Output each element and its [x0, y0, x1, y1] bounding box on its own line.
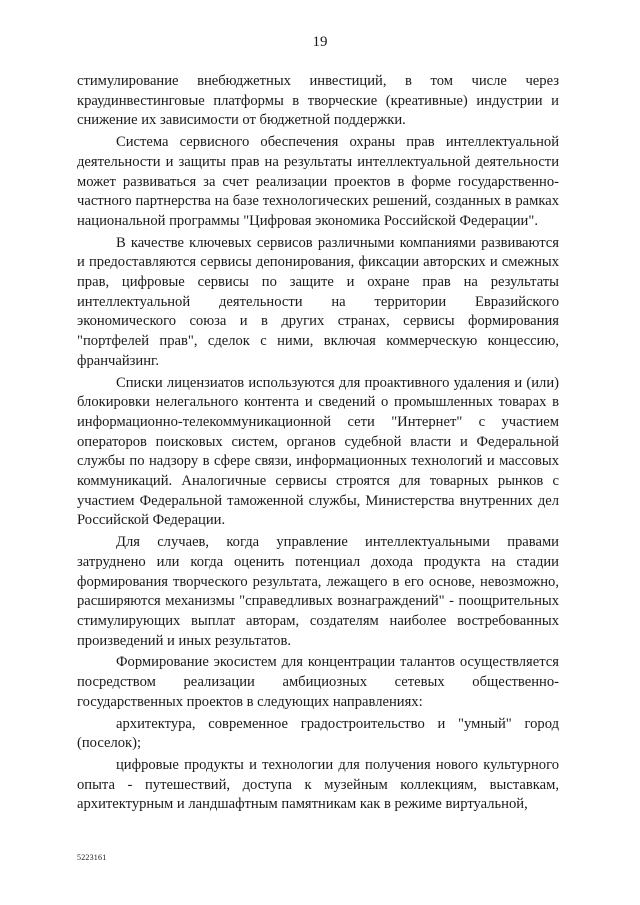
paragraph: Списки лицензиатов используются для проактивного удаления и (или) блокировки нелегального контента и сведений о промышленных товарах в информационно-телекоммуникационной сети "Интернет" с участием операторов поисковых систем, органов судебной власти и Федеральной службы по надзору в сфере связи, информационных технологий и массовых коммуникаций. Аналогичные сервисы строятся для товарных рынков с участием Федеральной таможенной службы, Министерства внутренних дел Российской Федерации.: [77, 374, 559, 529]
paragraph: стимулирование внебюджетных инвестиций, в том числе через краудинвестинговые платформы в творческие (креативные) индустрии и снижение их зависимости от бюджетной поддержки.: [77, 73, 559, 129]
document-code: 5223161: [77, 853, 107, 862]
body-text: [77, 72, 559, 815]
paragraph: цифровые продукты и технологии для получения нового культурного опыта - путешествий, доступа к музейным коллекциям, выставкам, архитектурным и ландшафтным памятникам как в режиме виртуальной,: [77, 756, 559, 813]
page-number: 19: [312, 34, 328, 50]
paragraph: Система сервисного обеспечения охраны прав интеллектуальной деятельности и защиты прав на результаты интеллектуальной деятельности может развиваться за счет реализации проектов в форме государственно-частного партнерства на базе технологических решений, созданных в рамках национальной программы "Цифровая экономика Российской Федерации".: [77, 134, 559, 229]
paragraph: В качестве ключевых сервисов различными компаниями развиваются и предоставляются сервисы депонирования, фиксации авторских и смежных прав, цифровые сервисы по защите и охране прав на результаты интеллектуальной деятельности на территории Евразийского экономического союза и в других странах, сервисы формирования "портфелей прав", сделок с ними, включая коммерческую концессию, франчайзинг.: [77, 234, 559, 369]
paragraph: Формирование экосистем для концентрации талантов осуществляется посредством реализации амбициозных сетевых общественно-государственных проектов в следующих направлениях:: [77, 654, 559, 710]
paragraph: архитектура, современное градостроительство и "умный" город (поселок);: [77, 715, 559, 752]
paragraph: Для случаев, когда управление интеллектуальными правами затруднено или когда оценить потенциал дохода продукта на стадии формирования творческого результата, лежащего в его основе, невозможно, расширяются механизмы "справедливых вознаграждений" - поощрительных стимулирующих выплат авторам, создателям наиболее востребованных произведений и иных результатов.: [77, 534, 559, 649]
